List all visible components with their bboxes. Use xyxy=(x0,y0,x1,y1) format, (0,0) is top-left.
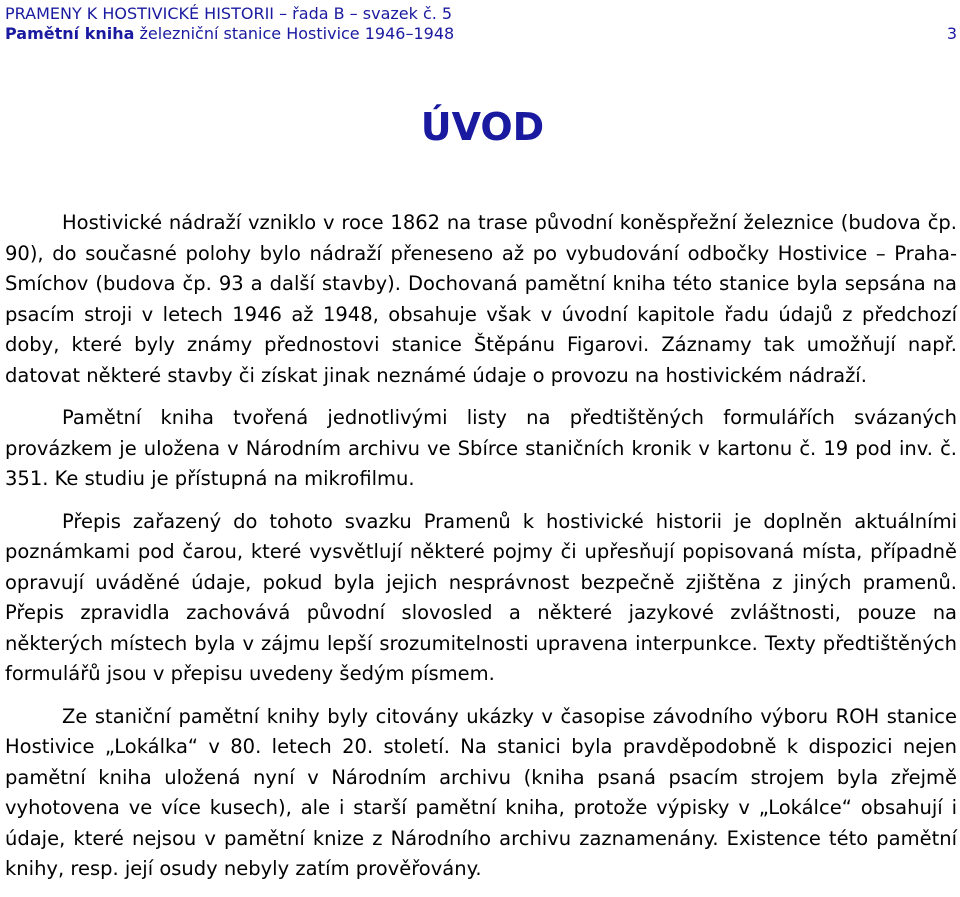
section-title: ÚVOD xyxy=(420,105,545,149)
book-title-rest: železniční stanice Hostivice 1946–1948 xyxy=(134,24,455,43)
book-title-bold: Pamětní kniha xyxy=(5,24,135,43)
paragraph: Ze staniční pamětní knihy byly citovány ukázky v časopise závodního výboru ROH stanice Hostivice „Lokálka“ v 80. letech 20. století. Na stanici byla pravděpodobně k dispozici nejen pamětní kniha uložená nyní v Národním archivu (kniha psaná psacím strojem byla zřejmě vyhotovena ve více kusech), ale i starší pamětní kniha, protože výpisky v „Lokálce“ obsahují i údaje, které nejsou v pamětní knize z Národního archivu zaznamenány. Existence této pamětní knihy, resp. její osudy nebyly zatím prověřovány. xyxy=(5,704,957,880)
book-title xyxy=(5,24,454,44)
paragraph: Hostivické nádraží vzniklo v roce 1862 na trase původní koněspřežní železnice (budova čp. 90), do současné polohy bylo nádraží přeneseno až po vybudování odbočky Hostivice – Praha-Smíchov (budova čp. 93 a další stavby). Dochovaná pamětní kniha této stanice byla sepsána na psacím stroji v letech 1946 až 1948, obsahuje však v úvodní kapitole řadu údajů z předchozí doby, které byly známy přednostovi stanice Štěpánu Figarovi. Záznamy tak umožňují např. datovat některé stavby či získat jinak neznámé údaje o provozu na hostivickém nádraží. xyxy=(5,211,957,387)
series-title: PRAMENY K HOSTIVICKÉ HISTORII – řada B – svazek č. 5 xyxy=(5,4,453,23)
paragraph: Přepis zařazený do tohoto svazku Pramenů k hostivické historii je doplněn aktuálními poznámkami pod čarou, které vysvětlují některé pojmy či upřesňují popisovaná místa, případně opravují uváděné údaje, pokud byla jejich nesprávnost bezpečně zjištěna z jiných pramenů. Přepis zpravidla zachovává původní slovosled a některé jazykové zvláštnosti, pouze na některých místech byla v zájmu lepší srozumitelnosti upravena interpunkce. Texty předtištěných formulářů jsou v přepisu uvedeny šedým písmem. xyxy=(5,509,957,685)
paragraph: Pamětní kniha tvořená jednotlivými listy na předtištěných formulářích svázaných provázkem je uložena v Národním archivu ve Sbírce staničních kronik v kartonu č. 19 pod inv. č. 351. Ke studiu je přístupná na mikrofilmu. xyxy=(5,406,957,490)
page-header xyxy=(5,4,957,44)
book-title-row xyxy=(5,24,957,44)
page-number: 3 xyxy=(946,24,957,43)
body-text xyxy=(5,208,957,897)
